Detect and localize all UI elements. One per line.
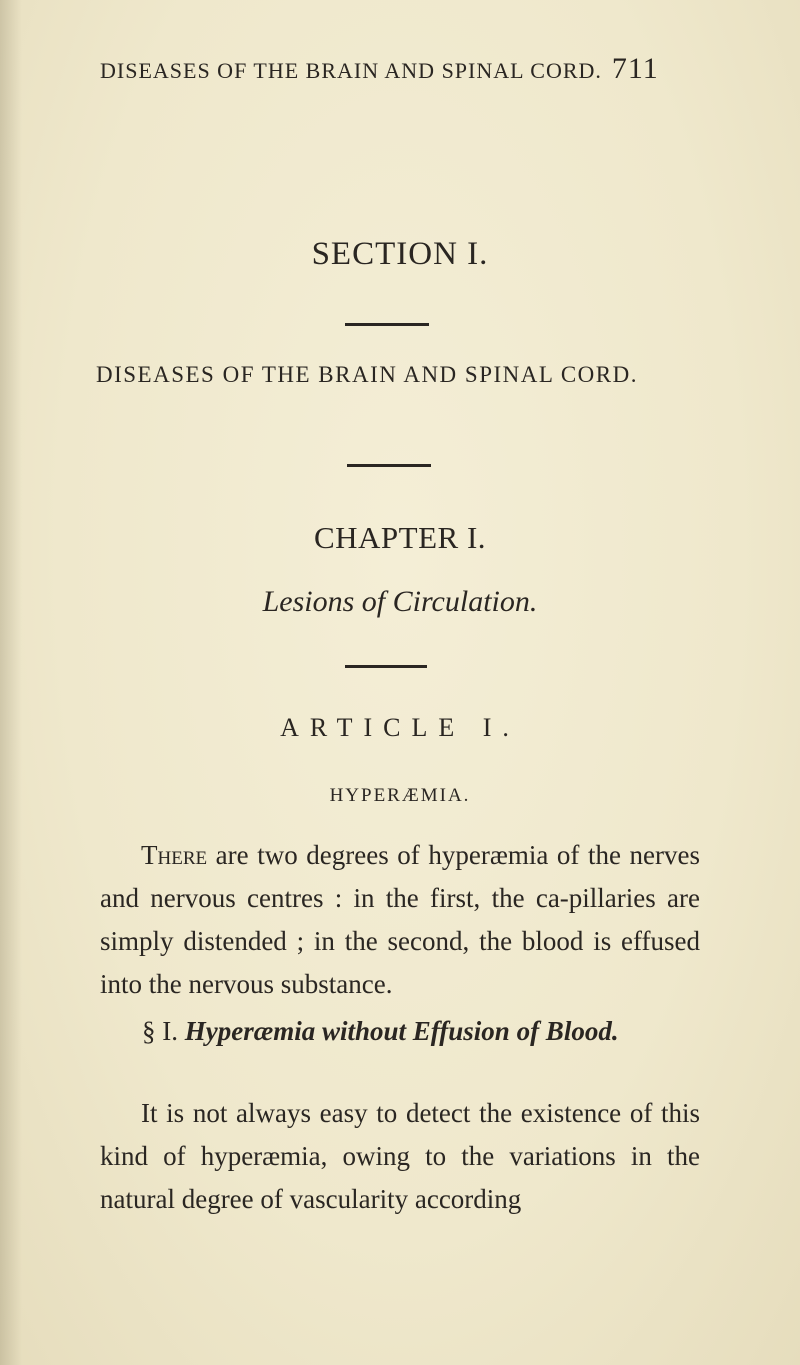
- body-paragraph: [100, 834, 700, 1006]
- running-head-title: DISEASES OF THE BRAIN AND SPINAL CORD.: [100, 58, 602, 83]
- paragraph-text: are two degrees of hyperæmia of the nerves and nervous centres : in the first, the ca-pillaries are simply distended ; in the second, the blood is effused into the nervous substance.: [100, 840, 700, 999]
- part-title: DISEASES OF THE BRAIN AND SPINAL CORD.: [96, 362, 638, 387]
- chapter-title: CHAPTER I.: [313, 520, 487, 555]
- article-title: ARTICLE I.: [280, 713, 520, 742]
- running-head: [100, 52, 700, 86]
- paragraph-lead-word: There: [141, 840, 208, 870]
- chapter-subtitle: Lesions of Circulation.: [262, 585, 538, 618]
- page-number: 711: [611, 52, 659, 85]
- divider-rule: [345, 323, 429, 326]
- subsection-number: § I.: [142, 1016, 178, 1046]
- paragraph-text: It is not always easy to detect the existence of this kind of hyperæmia, owing to the variations in the natural degree of vascularity according: [100, 1098, 700, 1214]
- divider-rule: [347, 464, 431, 467]
- section-title: SECTION I.: [311, 236, 489, 272]
- body-paragraph: [100, 1092, 700, 1221]
- article-subtitle: HYPERÆMIA.: [329, 785, 471, 806]
- divider-rule: [345, 665, 427, 668]
- subsection-title: Hyperæmia without Effusion of Blood.: [184, 1016, 619, 1046]
- page-gutter-shadow: [0, 0, 22, 1365]
- subsection-heading: [142, 1016, 742, 1047]
